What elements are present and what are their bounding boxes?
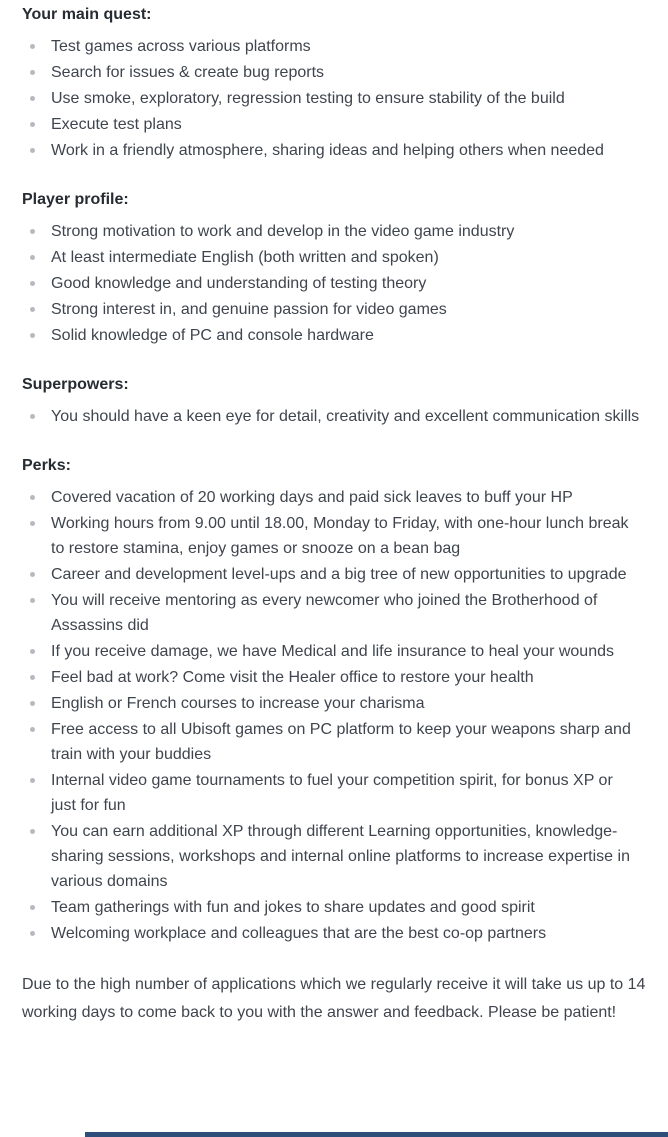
- bullet-dot-icon: [30, 572, 35, 577]
- bullet-dot-icon: [30, 495, 35, 500]
- list-item: [30, 86, 642, 111]
- bullet-list: [22, 34, 656, 163]
- bullet-dot-icon: [30, 829, 35, 834]
- bullet-dot-icon: [30, 229, 35, 234]
- section-main-quest: [22, 5, 656, 163]
- list-item-text: Search for issues & create bug reports: [51, 64, 325, 81]
- bullet-dot-icon: [30, 414, 35, 419]
- bullet-dot-icon: [30, 778, 35, 783]
- list-item: [30, 921, 642, 946]
- list-item: [30, 562, 642, 587]
- list-item-text: Strong motivation to work and develop in the video game industry: [51, 223, 515, 240]
- list-item: [30, 819, 642, 894]
- list-item: [30, 691, 642, 716]
- list-item-text: You should have a keen eye for detail, creativity and excellent communication skills: [51, 408, 640, 425]
- bullet-dot-icon: [30, 122, 35, 127]
- list-item-text: Test games across various platforms: [51, 38, 311, 55]
- list-item: [30, 485, 642, 510]
- list-item: [30, 271, 642, 296]
- list-item: [30, 112, 642, 137]
- list-item: [30, 323, 642, 348]
- list-item-text: Execute test plans: [51, 116, 182, 133]
- list-item-text: At least intermediate English (both written and spoken): [51, 249, 439, 266]
- list-item-text: English or French courses to increase your charisma: [51, 695, 425, 712]
- section-superpowers: [22, 375, 656, 429]
- list-item-text: Welcoming workplace and colleagues that are the best co-op partners: [51, 925, 547, 942]
- bullet-dot-icon: [30, 44, 35, 49]
- section-heading: Your main quest:: [22, 6, 152, 23]
- section-player-profile: [22, 190, 656, 348]
- list-item-text: Work in a friendly atmosphere, sharing ideas and helping others when needed: [51, 142, 604, 159]
- bullet-dot-icon: [30, 931, 35, 936]
- list-item: [30, 297, 642, 322]
- list-item: [30, 768, 642, 818]
- bullet-list: [22, 485, 656, 946]
- bullet-dot-icon: [30, 333, 35, 338]
- bullet-dot-icon: [30, 281, 35, 286]
- list-item: [30, 511, 642, 561]
- bullet-dot-icon: [30, 649, 35, 654]
- bullet-list: [22, 404, 656, 429]
- bullet-dot-icon: [30, 701, 35, 706]
- bullet-dot-icon: [30, 255, 35, 260]
- list-item: [30, 34, 642, 59]
- list-item-text: You can earn additional XP through different Learning opportunities, knowledge-sharing sessions, workshops and internal online platforms to increase expertise in various domains: [51, 823, 630, 890]
- bullet-dot-icon: [30, 70, 35, 75]
- closing-paragraph: Due to the high number of applications which we regularly receive it will take us up to 14 working days to come back to you with the answer and feedback. Please be patient!: [22, 976, 646, 1021]
- list-item-text: Free access to all Ubisoft games on PC platform to keep your weapons sharp and train with your buddies: [51, 721, 631, 763]
- list-item-text: Team gatherings with fun and jokes to share updates and good spirit: [51, 899, 535, 916]
- bullet-dot-icon: [30, 148, 35, 153]
- bullet-dot-icon: [30, 598, 35, 603]
- bullet-dot-icon: [30, 675, 35, 680]
- list-item-text: Covered vacation of 20 working days and paid sick leaves to buff your HP: [51, 489, 573, 506]
- list-item-text: Solid knowledge of PC and console hardware: [51, 327, 374, 344]
- bullet-dot-icon: [30, 307, 35, 312]
- list-item-text: Strong interest in, and genuine passion for video games: [51, 301, 447, 318]
- list-item: [30, 895, 642, 920]
- list-item: [30, 245, 642, 270]
- list-item: [30, 219, 642, 244]
- list-item: [30, 717, 642, 767]
- list-item: [30, 60, 642, 85]
- bullet-dot-icon: [30, 905, 35, 910]
- list-item-text: Use smoke, exploratory, regression testing to ensure stability of the build: [51, 90, 565, 107]
- bullet-list: [22, 219, 656, 348]
- list-item-text: Good knowledge and understanding of testing theory: [51, 275, 427, 292]
- bullet-dot-icon: [30, 96, 35, 101]
- bullet-dot-icon: [30, 521, 35, 526]
- section-heading: Perks:: [22, 457, 71, 474]
- list-item-text: Career and development level-ups and a big tree of new opportunities to upgrade: [51, 566, 627, 583]
- section-perks: [22, 456, 656, 946]
- list-item: [30, 588, 642, 638]
- list-item-text: Feel bad at work? Come visit the Healer office to restore your health: [51, 669, 534, 686]
- list-item: [30, 138, 642, 163]
- list-item: [30, 404, 642, 429]
- section-heading: Superpowers:: [22, 376, 129, 393]
- list-item-text: Internal video game tournaments to fuel your competition spirit, for bonus XP or just for fun: [51, 772, 613, 814]
- list-item: [30, 639, 642, 664]
- list-item: [30, 665, 642, 690]
- bullet-dot-icon: [30, 727, 35, 732]
- list-item-text: Working hours from 9.00 until 18.00, Monday to Friday, with one-hour lunch break to restore stamina, enjoy games or snooze on a bean bag: [51, 515, 629, 557]
- list-item-text: You will receive mentoring as every newcomer who joined the Brotherhood of Assassins did: [51, 592, 598, 634]
- section-heading: Player profile:: [22, 191, 129, 208]
- bottom-cutoff-bar: [85, 1132, 668, 1137]
- list-item-text: If you receive damage, we have Medical and life insurance to heal your wounds: [51, 643, 614, 660]
